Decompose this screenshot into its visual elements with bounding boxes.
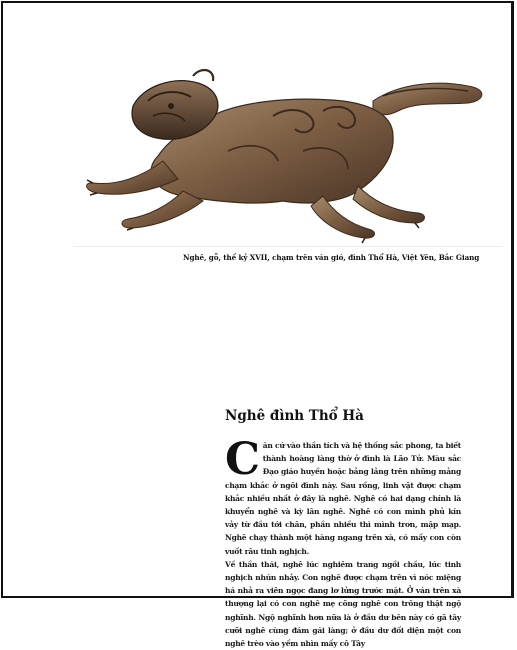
document-page — [1, 1, 514, 649]
wooden-nghe-carving-image — [73, 61, 503, 246]
article-title: Nghê đình Thổ Hà — [225, 408, 364, 424]
paragraph-2: Về thần thái, nghê lúc nghiêm trang ngồi chầu, lúc tinh nghịch nhún nhảy. Con nghê được chạm trên vì nóc miệng há nhả ra viên ngọc đang lơ lửng trước mặt. Ở ván trên xà thượng lại có con nghê mẹ cõng nghê con trông thật ngộ nghĩnh. Ngộ nghĩnh hơn nữa là ở đầu dư bên này có gã tây cưỡi nghê cùng đám gái làng; ở đầu dư đối diện một con nghê trèo vào yếm nhìn mấy cô Tây — [225, 559, 461, 649]
paragraph-1-text: ăn cứ vào thần tích và hệ thống sắc phong, ta biết thành hoàng làng thờ ở đình là Lão Tử. Màu sắc Đạo giáo huyền hoặc bảng lảng trên những mảng chạm khắc ở ngôi đình này. Sau rồng, linh vật được chạm khắc nhiều nhất ở đây là nghê. Nghê có hai dạng chính là khuyển nghê và kỳ lân nghê. Nghê có con mình phủ kín vảy từ đầu tới chân, phần nhiều thì mình trơn, mập mạp. Nghê chạy thành một hàng ngang trên xà, có mấy con còn vuốt râu tinh nghịch. — [225, 441, 461, 556]
carving-photo — [73, 61, 503, 247]
figure-caption: Nghê, gỗ, thế kỷ XVII, chạm trên ván gió, đình Thổ Hà, Việt Yên, Bắc Giang — [183, 253, 480, 262]
drop-cap: C — [225, 434, 260, 485]
paragraph-1 — [225, 434, 461, 558]
article-body — [225, 434, 461, 650]
